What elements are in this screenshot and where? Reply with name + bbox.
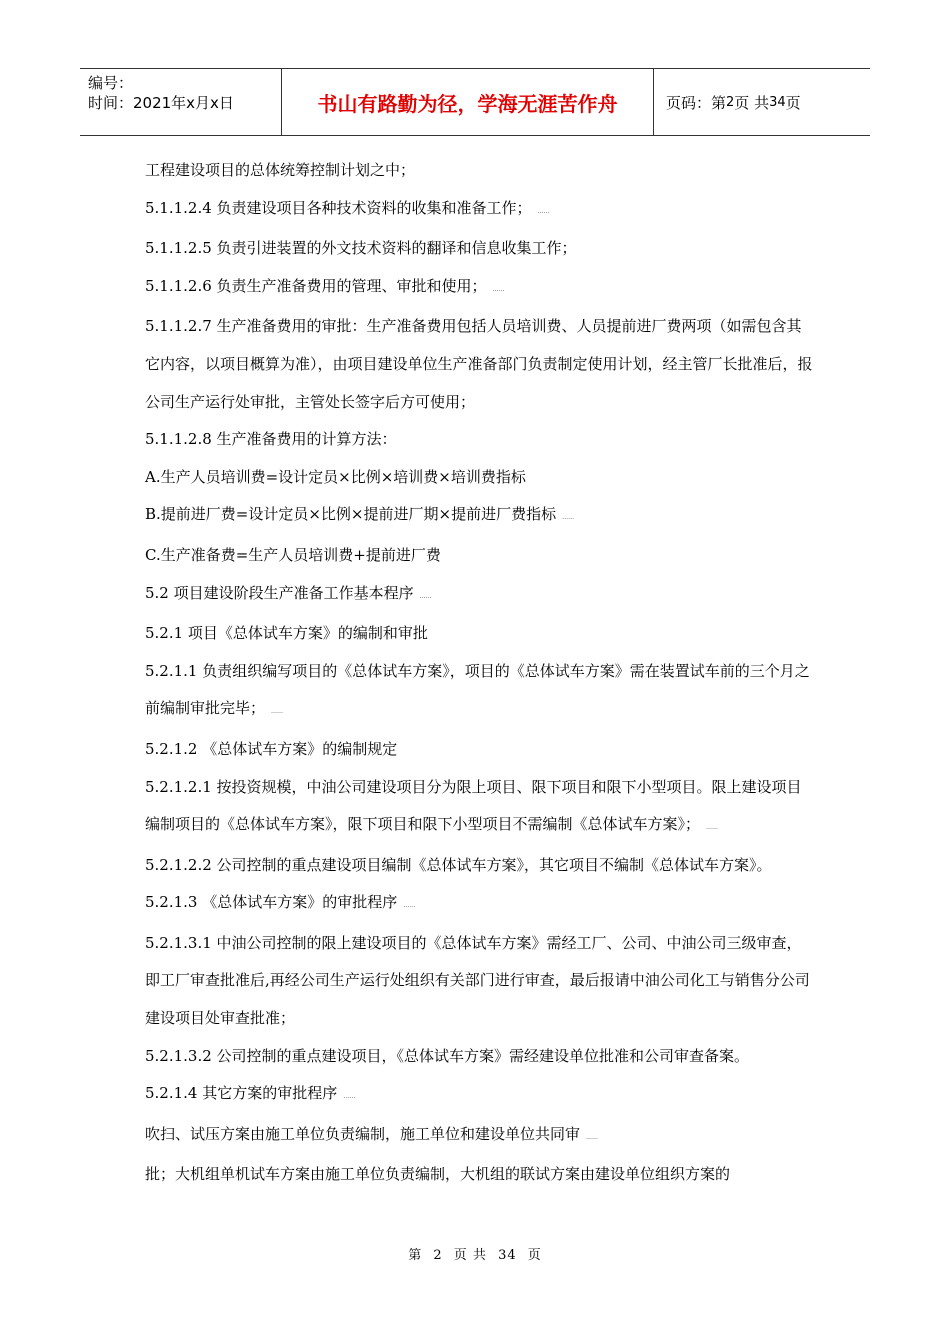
header-page-label: 页码：第 [666, 93, 727, 112]
paragraph-text: 批；大机组单机试车方案由施工单位负责编制，大机组的联试方案由建设单位组织方案的 [145, 1165, 731, 1184]
footer-mid: 页 共 [453, 1248, 487, 1263]
paragraph-text: 5.2.1.4 其它方案的审批程序 [145, 1084, 338, 1103]
paragraph-text: 5.1.1.2.8 生产准备费用的计算方法： [145, 430, 397, 449]
paragraph-tail-marker: …… [706, 824, 719, 832]
page-footer [0, 1244, 950, 1263]
paragraph-text: 5.2 项目建设阶段生产准备工作基本程序 [145, 583, 414, 602]
paragraph [145, 615, 815, 653]
header-page-total: 34 [769, 94, 786, 110]
paragraph [145, 496, 815, 537]
paragraph [145, 152, 815, 190]
paragraph-text: B.提前进厂费=设计定员×比例×提前进厂期×提前进厂费指标 [145, 505, 557, 524]
paragraph [145, 847, 815, 885]
paragraph-text: 5.1.1.2.7 生产准备费用的审批：生产准备费用包括人员培训费、人员提前进厂费两项（如需包含其它内容，以项目概算为准），由项目建设单位生产准备部门负责制定使用计划，经主管厂长批准后，报公司生产运行处审批，主管处长签字后方可使用； [145, 317, 813, 411]
paragraph [145, 190, 815, 231]
header-page-current: 2 [726, 94, 735, 110]
paragraph-text: 吹扫、试压方案由施工单位负责编制，施工单位和建设单位共同审 [145, 1124, 581, 1143]
paragraph-text: 5.2.1.3 《总体试车方案》的审批程序 [145, 893, 398, 912]
paragraph [145, 731, 815, 769]
paragraph-text: 5.2.1.2 《总体试车方案》的编制规定 [145, 739, 398, 758]
page-header [80, 68, 870, 136]
footer-page-current: 2 [433, 1248, 443, 1263]
paragraph-tail-marker: …… [271, 708, 284, 716]
paragraph [145, 1156, 815, 1194]
paragraph [145, 884, 815, 925]
paragraph-tail-marker: …… [537, 207, 550, 215]
header-page-mid: 页 共 [734, 93, 770, 112]
paragraph-text: 5.2.1.2.2 公司控制的重点建设项目编制《总体试车方案》，其它项目不编制《总体试车方案》。 [145, 855, 772, 874]
paragraph [145, 769, 815, 847]
paragraph [145, 268, 815, 309]
paragraph-text: 工程建设项目的总体统筹控制计划之中； [145, 161, 416, 179]
paragraph [145, 575, 815, 616]
doc-time-label: 时间：2021年x月x日 [88, 94, 234, 112]
header-page-end: 页 [785, 93, 801, 112]
paragraph [145, 1116, 815, 1157]
paragraph-text: 5.2.1 项目《总体试车方案》的编制和审批 [145, 624, 428, 643]
paragraph [145, 421, 815, 459]
paragraph-tail-marker: …… [562, 514, 575, 522]
paragraph-text: 5.1.1.2.6 负责生产准备费用的管理、审批和使用； [145, 276, 487, 295]
document-body [145, 152, 815, 1194]
paragraph [145, 308, 815, 421]
paragraph-tail-marker: …… [419, 592, 432, 600]
paragraph-tail-marker: …… [343, 1093, 356, 1101]
paragraph-text: 5.1.1.2.5 负责引进装置的外文技术资料的翻译和信息收集工作； [145, 239, 577, 258]
paragraph [145, 925, 815, 1038]
paragraph [145, 1075, 815, 1116]
paragraph-text: C.生产准备费=生产人员培训费+提前进厂费 [145, 545, 441, 564]
paragraph-text: 5.1.1.2.4 负责建设项目各种技术资料的收集和准备工作； [145, 198, 532, 217]
doc-code-label: 编号： [88, 74, 134, 92]
header-page-info [654, 69, 870, 135]
footer-suffix: 页 [527, 1248, 542, 1263]
paragraph-text: A.生产人员培训费=设计定员×比例×培训费×培训费指标 [145, 467, 526, 486]
paragraph [145, 1038, 815, 1076]
paragraph-text: 5.2.1.2.1 按投资规模，中油公司建设项目分为限上项目、限下项目和限下小型项目。限上建设项目编制项目的《总体试车方案》，限下项目和限下小型项目不需编制《总体试车方案》； [145, 777, 802, 834]
paragraph-tail-marker: …… [492, 285, 505, 293]
paragraph [145, 537, 815, 575]
paragraph-tail-marker: …… [403, 902, 416, 910]
footer-page-total: 34 [498, 1248, 517, 1263]
paragraph [145, 459, 815, 497]
paragraph [145, 230, 815, 268]
header-motto: 书山有路勤为径，学海无涯苦作舟 [282, 69, 654, 135]
paragraph-text: 5.2.1.3.2 公司控制的重点建设项目，《总体试车方案》需经建设单位批准和公司审查备案。 [145, 1046, 750, 1065]
paragraph [145, 653, 815, 731]
header-info [80, 69, 282, 135]
paragraph-tail-marker: …… [586, 1133, 599, 1141]
paragraph-text: 5.2.1.3.1 中油公司控制的限上建设项目的《总体试车方案》需经工厂、公司、中油公司三级审查，即工厂审查批准后,再经公司生产运行处组织有关部门进行审查，最后报请中油公司化工与销售分公司建设项目处审查批准； [145, 933, 810, 1028]
footer-prefix: 第 [408, 1248, 423, 1263]
paragraph-text: 5.2.1.1 负责组织编写项目的《总体试车方案》，项目的《总体试车方案》需在装置试车前的三个月之前编制审批完毕； [145, 661, 810, 718]
